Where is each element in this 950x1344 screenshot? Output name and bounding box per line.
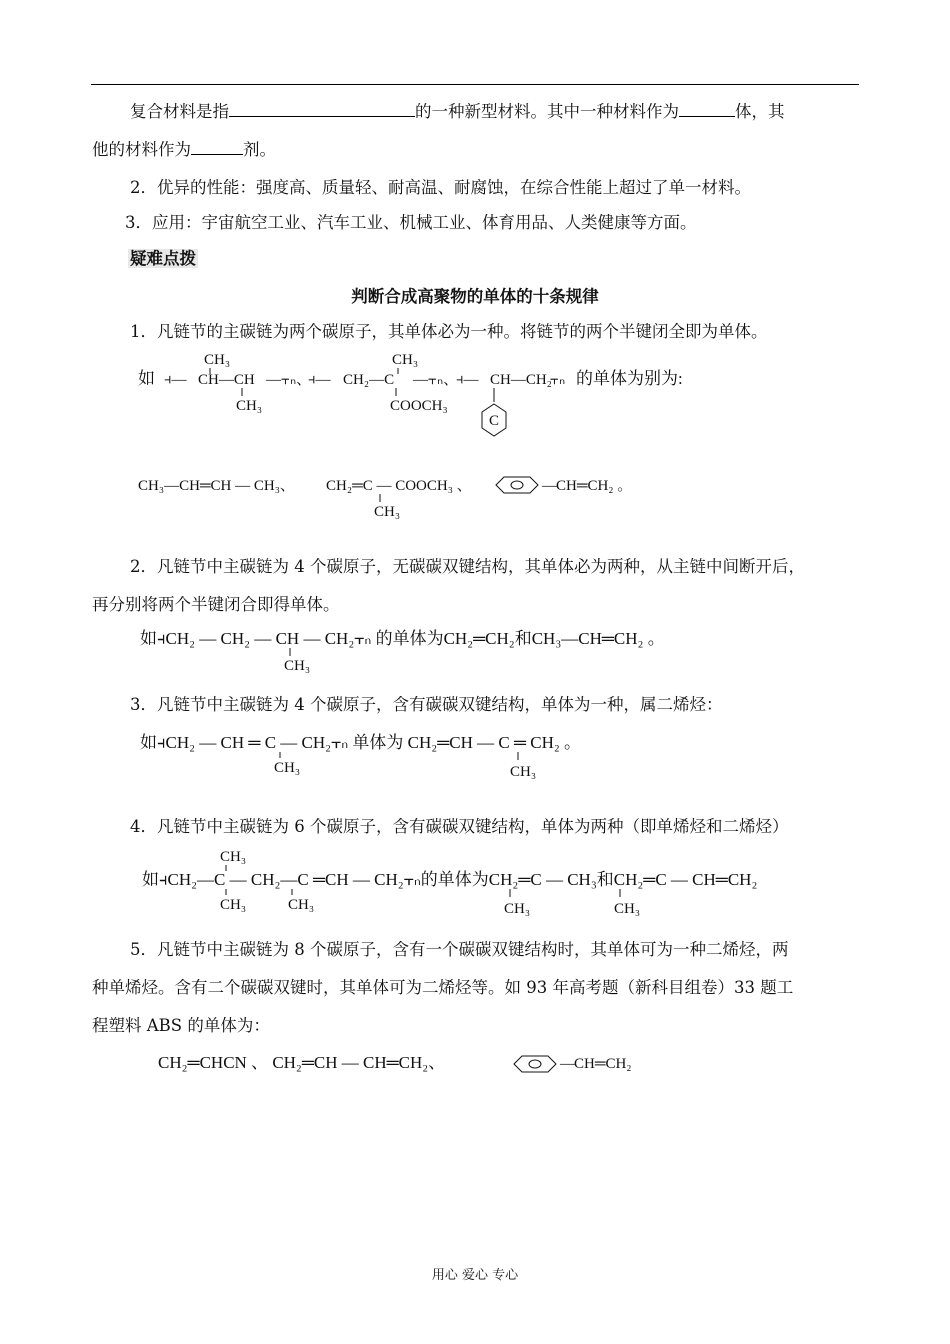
rule-1: 1．凡链节的主碳链为两个碳原子，其单体必为一种。将链节的两个半键闭全即为单体。 — [130, 322, 768, 341]
fill-blank[interactable] — [679, 101, 735, 117]
formula-1-monomers — [138, 470, 698, 520]
svg-text:的单体为别为:: 的单体为别为: — [576, 369, 683, 388]
svg-text:CH₂═C — COOCH₃ 、: CH₂═C — COOCH₃ 、 — [326, 478, 472, 494]
formula-1-svg — [138, 346, 738, 446]
formula-4-svg — [142, 845, 758, 917]
formula-2 — [140, 622, 700, 674]
formula-3 — [140, 728, 660, 780]
fill-blank[interactable] — [229, 101, 415, 117]
svg-text:如⫞CH₂ — CH ═ C — CH₂⫟ₙ 单体为 CH₂: 如⫞CH₂ — CH ═ C — CH₂⫟ₙ 单体为 CH₂═CH — C ═ CH₂ 。 — [140, 733, 582, 752]
formula-5 — [158, 1048, 678, 1080]
intro-line-1: 复合材料是指 的一种新型材料。其中一种材料作为 体，其 — [130, 102, 785, 121]
formula-4 — [142, 845, 758, 917]
header-rule — [91, 84, 859, 85]
svg-text:CH₃: CH₃ — [274, 760, 301, 776]
svg-text:如: 如 — [138, 369, 155, 388]
formula-1m-svg — [138, 470, 698, 520]
svg-text:⫞—: ⫞— — [456, 372, 479, 388]
svg-text:⫞—: ⫞— — [308, 372, 331, 388]
rule-5-line-3: 程塑料 ABS 的单体为： — [92, 1016, 270, 1035]
svg-text:—: — — [542, 478, 557, 494]
svg-text:⫞—: ⫞— — [164, 372, 187, 388]
section-heading: 疑难点拨 — [130, 249, 196, 268]
intro-p2: 2．优异的性能：强度高、质量轻、耐高温、耐腐蚀，在综合性能上超过了单一材料。 — [130, 178, 751, 197]
formula-5-svg — [158, 1048, 678, 1080]
svg-text:CH₃: CH₃ — [284, 658, 311, 674]
svg-text:CH₃: CH₃ — [374, 504, 401, 520]
svg-text:CH—CH: CH—CH — [198, 372, 255, 388]
svg-text:⫟ₙ: ⫟ₙ — [550, 372, 566, 388]
rule-4: 4．凡链节中主碳链为 6 个碳原子，含有碳碳双键结构，单体为两种（即单烯烃和二烯烃） — [130, 817, 789, 836]
svg-text:CH₂═CHCN 、 CH₂═CH — CH═CH₂、: CH₂═CHCN 、 CH₂═CH — CH═CH₂、 — [158, 1053, 446, 1072]
svg-text:CH—CH₂: CH—CH₂ — [490, 372, 552, 388]
svg-text:CH₃: CH₃ — [204, 352, 231, 368]
svg-text:—: — — [560, 1056, 575, 1072]
svg-text:CH₃: CH₃ — [510, 764, 537, 780]
intro-line-2: 他的材料作为 剂。 — [92, 140, 276, 159]
formula-3-svg — [140, 728, 660, 780]
svg-text:—⫟ₙ、: —⫟ₙ、 — [266, 372, 312, 388]
svg-text:COOCH₃: COOCH₃ — [390, 398, 448, 414]
rule-2-line-1: 2．凡链节中主碳链为 4 个碳原子，无碳碳双键结构，其单体必为两种，从主链中间断开后， — [130, 557, 805, 576]
svg-text:CH₃: CH₃ — [220, 849, 247, 865]
svg-text:CH₂—C: CH₂—C — [343, 372, 395, 388]
rule-5-line-2: 种单烯烃。含有二个碳碳双键时，其单体可为二烯烃等。如 93 年高考题（新科目组卷）33 题工 — [92, 978, 794, 997]
svg-text:CH₃: CH₃ — [614, 901, 641, 917]
formula-1-polymers — [138, 346, 738, 446]
svg-text:CH₃: CH₃ — [392, 352, 419, 368]
svg-text:CH₃: CH₃ — [236, 398, 263, 414]
page-title: 判断合成高聚物的单体的十条规律 — [351, 287, 599, 306]
svg-text:CH₃: CH₃ — [288, 897, 315, 913]
svg-text:—⫟ₙ、: —⫟ₙ、 — [413, 372, 459, 388]
formula-2-svg — [140, 622, 700, 674]
svg-text:如⫞CH₂ — CH₂ — CH — CH₂⫟ₙ 的单体为C: 如⫞CH₂ — CH₂ — CH — CH₂⫟ₙ 的单体为CH₂═CH₂和CH₃—CH═CH₂ 。 — [140, 629, 665, 648]
rule-5-line-1: 5．凡链节中主碳链为 8 个碳原子，含有一个碳碳双键结构时，其单体可为一种二烯烃，两 — [130, 940, 789, 959]
svg-text:CH₃—CH═CH — CH₃、: CH₃—CH═CH — CH₃、 — [138, 478, 295, 494]
fill-blank[interactable] — [191, 139, 243, 155]
page-footer: 用心 爱心 专心 — [431, 1268, 519, 1283]
svg-text:如⫞CH₂—C — CH₂—C ═CH — CH₂⫟ₙ的单体: 如⫞CH₂—C — CH₂—C ═CH — CH₂⫟ₙ的单体为CH₂═C — CH₃和CH₂═C — CH═CH₂ — [142, 870, 758, 889]
rule-2-line-2: 再分别将两个半键闭合即得单体。 — [92, 595, 340, 614]
svg-text:CH═CH₂ 。: CH═CH₂ 。 — [556, 478, 633, 494]
intro-p3: 3．应用：宇宙航空工业、汽车工业、机械工业、体育用品、人类健康等方面。 — [125, 213, 697, 232]
svg-text:CH═CH₂: CH═CH₂ — [574, 1056, 632, 1072]
svg-text:CH₃: CH₃ — [220, 897, 247, 913]
rule-3: 3．凡链节中主碳链为 4 个碳原子，含有碳碳双键结构，单体为一种，属二烯烃： — [130, 695, 723, 714]
svg-text:CH₃: CH₃ — [504, 901, 531, 917]
svg-text:C: C — [489, 413, 500, 429]
